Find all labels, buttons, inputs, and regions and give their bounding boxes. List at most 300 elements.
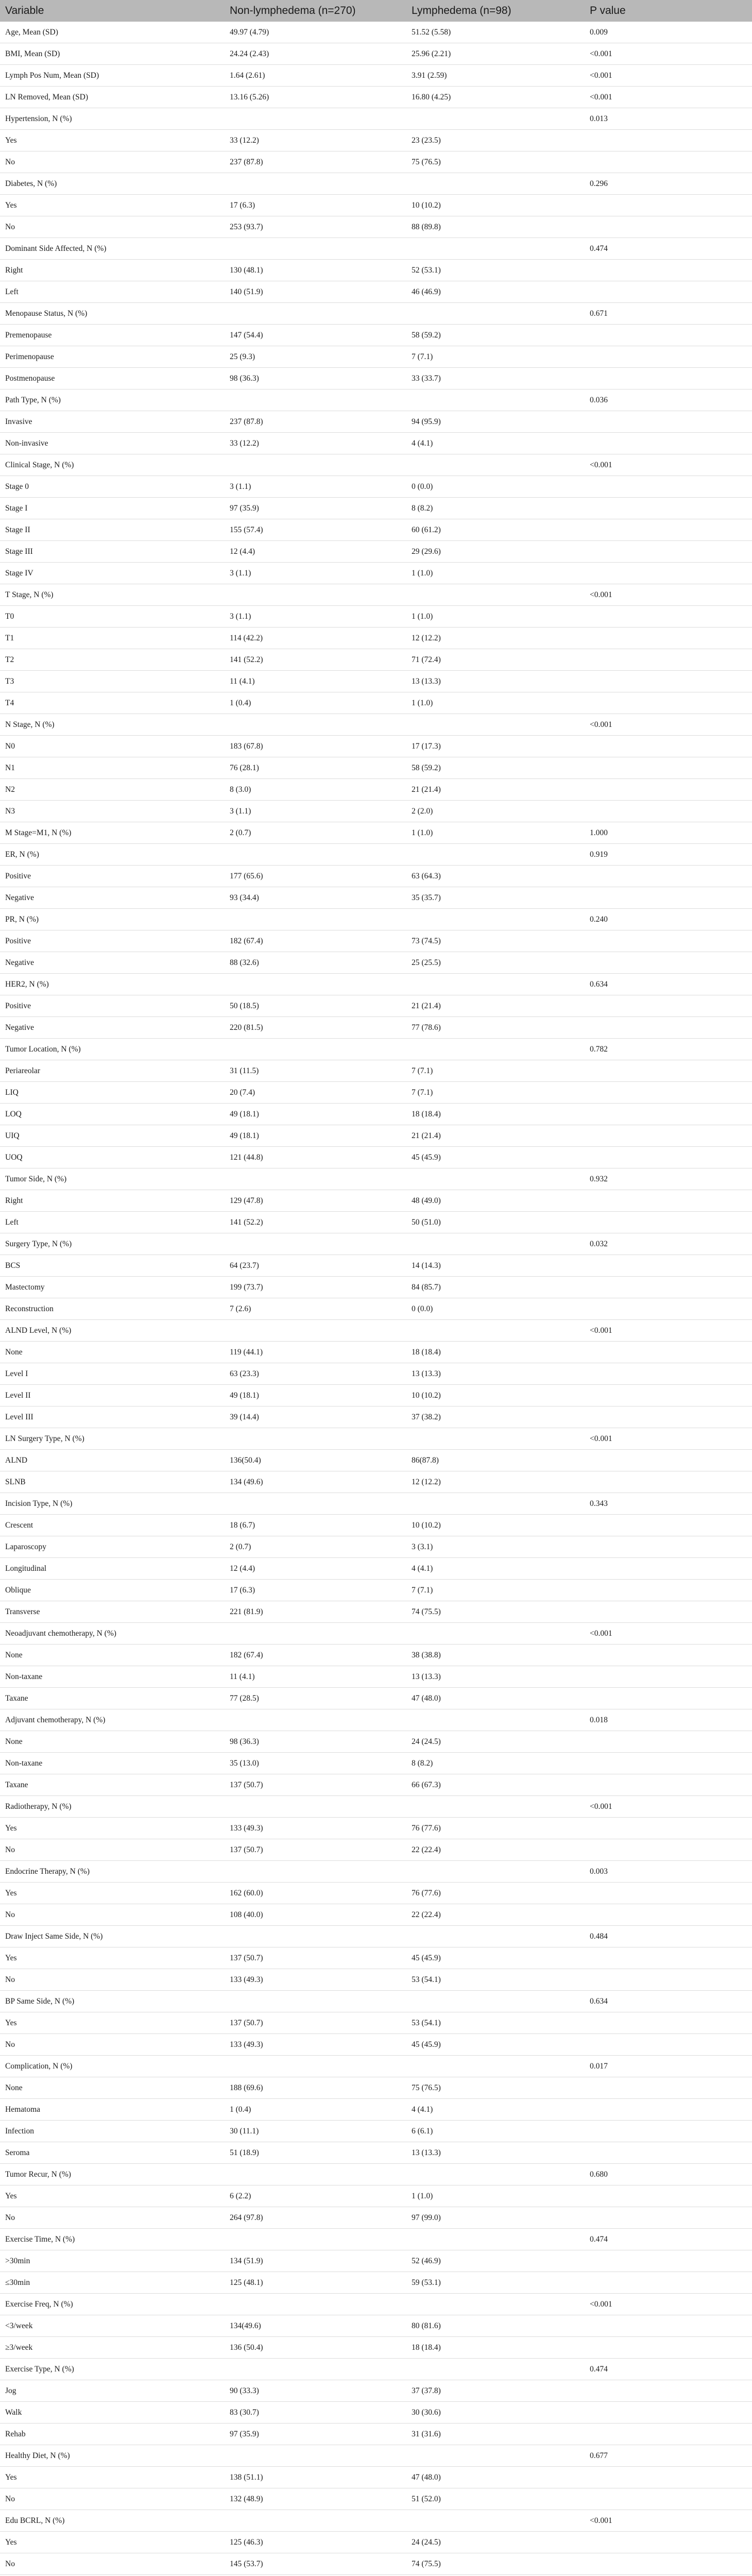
cell-p-value: 0.680 [585, 2164, 752, 2185]
cell-lymphedema [406, 2294, 585, 2315]
header-lymphedema: Lymphedema (n=98) [406, 0, 585, 22]
cell-p-value [585, 260, 752, 281]
cell-variable: SLNB [0, 1471, 225, 1493]
table-row [0, 2229, 752, 2250]
cell-p-value [585, 2488, 752, 2510]
cell-lymphedema: 7 (7.1) [406, 1580, 585, 1601]
table-row [0, 389, 752, 411]
table-row [0, 1255, 752, 1277]
cell-non-lymphedema: 2 (0.7) [225, 1536, 406, 1558]
cell-non-lymphedema: 49.97 (4.79) [225, 22, 406, 43]
cell-variable: BMI, Mean (SD) [0, 43, 225, 65]
cell-p-value [585, 1385, 752, 1406]
cell-p-value [585, 2337, 752, 2359]
cell-non-lymphedema: 1 (0.4) [225, 2099, 406, 2121]
cell-variable: >30min [0, 2250, 225, 2272]
cell-variable: Edu BCRL, N (%) [0, 2510, 225, 2532]
cell-p-value [585, 1147, 752, 1168]
table-row [0, 87, 752, 108]
cell-lymphedema: 45 (45.9) [406, 2034, 585, 2056]
cell-variable: Positive [0, 995, 225, 1017]
cell-p-value [585, 2121, 752, 2142]
table-row [0, 1580, 752, 1601]
cell-p-value [585, 2532, 752, 2553]
cell-non-lymphedema: 125 (48.1) [225, 2272, 406, 2294]
table-row [0, 1125, 752, 1147]
cell-p-value [585, 2380, 752, 2402]
cell-lymphedema: 13 (13.3) [406, 1363, 585, 1385]
cell-lymphedema [406, 238, 585, 260]
cell-lymphedema: 8 (8.2) [406, 1753, 585, 1774]
cell-p-value: 0.018 [585, 1709, 752, 1731]
cell-non-lymphedema: 220 (81.5) [225, 1017, 406, 1039]
cell-lymphedema: 0 (0.0) [406, 476, 585, 498]
cell-lymphedema: 3.91 (2.59) [406, 65, 585, 87]
cell-variable: Neoadjuvant chemotherapy, N (%) [0, 1623, 225, 1645]
cell-lymphedema: 58 (59.2) [406, 325, 585, 346]
cell-variable: Invasive [0, 411, 225, 433]
cell-p-value [585, 1104, 752, 1125]
table-row [0, 1926, 752, 1947]
cell-non-lymphedema: 63 (23.3) [225, 1363, 406, 1385]
cell-variable: Incision Type, N (%) [0, 1493, 225, 1515]
table-row [0, 1493, 752, 1515]
cell-lymphedema: 47 (48.0) [406, 2467, 585, 2488]
table-row [0, 2272, 752, 2294]
cell-lymphedema: 24 (24.5) [406, 1731, 585, 1753]
table-row [0, 909, 752, 930]
cell-p-value: <0.001 [585, 2294, 752, 2315]
table-row [0, 628, 752, 649]
cell-variable: T Stage, N (%) [0, 584, 225, 606]
cell-p-value [585, 2553, 752, 2575]
cell-p-value [585, 671, 752, 692]
table-row [0, 65, 752, 87]
cell-non-lymphedema: 3 (1.1) [225, 606, 406, 628]
cell-p-value [585, 1406, 752, 1428]
cell-lymphedema: 1 (1.0) [406, 606, 585, 628]
cell-variable: None [0, 1645, 225, 1666]
cell-lymphedema: 21 (21.4) [406, 1125, 585, 1147]
table-row [0, 2142, 752, 2164]
cell-variable: Menopause Status, N (%) [0, 303, 225, 325]
cell-p-value: <0.001 [585, 454, 752, 476]
cell-variable: PR, N (%) [0, 909, 225, 930]
cell-p-value [585, 1277, 752, 1298]
table-row [0, 757, 752, 779]
cell-variable: T4 [0, 692, 225, 714]
table-row [0, 1558, 752, 1580]
cell-non-lymphedema: 114 (42.2) [225, 628, 406, 649]
table-row [0, 1406, 752, 1428]
cell-variable: Yes [0, 2012, 225, 2034]
cell-lymphedema: 71 (72.4) [406, 649, 585, 671]
cell-lymphedema: 6 (6.1) [406, 2121, 585, 2142]
cell-p-value [585, 1450, 752, 1471]
cell-variable: N Stage, N (%) [0, 714, 225, 736]
cell-variable: Right [0, 1190, 225, 1212]
cell-variable: Taxane [0, 1688, 225, 1709]
cell-variable: None [0, 1342, 225, 1363]
cell-variable: No [0, 1969, 225, 1991]
cell-variable: Hypertension, N (%) [0, 108, 225, 130]
cell-variable: Perimenopause [0, 346, 225, 368]
cell-non-lymphedema [225, 1233, 406, 1255]
table-row [0, 1688, 752, 1709]
table-row [0, 1774, 752, 1796]
table-row [0, 541, 752, 563]
table-row [0, 1645, 752, 1666]
cell-p-value: 0.009 [585, 22, 752, 43]
cell-non-lymphedema: 1 (0.4) [225, 692, 406, 714]
table-row [0, 1796, 752, 1818]
cell-lymphedema [406, 1709, 585, 1731]
cell-non-lymphedema: 90 (33.3) [225, 2380, 406, 2402]
table-row [0, 606, 752, 628]
table-row [0, 692, 752, 714]
table-row [0, 108, 752, 130]
cell-p-value [585, 411, 752, 433]
cell-variable: Taxane [0, 1774, 225, 1796]
cell-p-value [585, 1688, 752, 1709]
cell-non-lymphedema [225, 389, 406, 411]
cell-non-lymphedema: 49 (18.1) [225, 1385, 406, 1406]
cell-variable: <3/week [0, 2315, 225, 2337]
cell-p-value [585, 1125, 752, 1147]
cell-non-lymphedema: 2 (0.7) [225, 822, 406, 844]
cell-variable: Laparoscopy [0, 1536, 225, 1558]
cell-p-value [585, 1883, 752, 1904]
cell-lymphedema: 7 (7.1) [406, 1060, 585, 1082]
cell-p-value: <0.001 [585, 2510, 752, 2532]
cell-variable: LIQ [0, 1082, 225, 1104]
cell-variable: N1 [0, 757, 225, 779]
cell-lymphedema: 52 (53.1) [406, 260, 585, 281]
table-row [0, 1666, 752, 1688]
cell-lymphedema: 18 (18.4) [406, 1342, 585, 1363]
cell-non-lymphedema: 137 (50.7) [225, 1839, 406, 1861]
cell-variable: Non-taxane [0, 1753, 225, 1774]
cell-p-value [585, 1645, 752, 1666]
cell-p-value [585, 2099, 752, 2121]
cell-variable: Yes [0, 2532, 225, 2553]
table-row [0, 281, 752, 303]
cell-p-value: 0.003 [585, 1861, 752, 1883]
cell-non-lymphedema: 93 (34.4) [225, 887, 406, 909]
cell-p-value [585, 541, 752, 563]
cell-non-lymphedema [225, 1796, 406, 1818]
cell-variable: Lymph Pos Num, Mean (SD) [0, 65, 225, 87]
cell-lymphedema [406, 303, 585, 325]
table-row [0, 1190, 752, 1212]
cell-p-value [585, 628, 752, 649]
cell-p-value: <0.001 [585, 1428, 752, 1450]
cell-variable: Stage IV [0, 563, 225, 584]
cell-variable: Seroma [0, 2142, 225, 2164]
cell-lymphedema: 63 (64.3) [406, 866, 585, 887]
cell-non-lymphedema: 25 (9.3) [225, 346, 406, 368]
table-row [0, 1212, 752, 1233]
table-row [0, 822, 752, 844]
cell-lymphedema: 7 (7.1) [406, 1082, 585, 1104]
cell-p-value [585, 433, 752, 454]
cell-p-value: 0.919 [585, 844, 752, 866]
table-row [0, 151, 752, 173]
table-row [0, 1991, 752, 2012]
cell-lymphedema: 66 (67.3) [406, 1774, 585, 1796]
cell-p-value [585, 130, 752, 151]
table-row [0, 1904, 752, 1926]
cell-p-value [585, 216, 752, 238]
cell-non-lymphedema [225, 909, 406, 930]
cell-lymphedema: 48 (49.0) [406, 1190, 585, 1212]
table-row [0, 2337, 752, 2359]
cell-non-lymphedema: 39 (14.4) [225, 1406, 406, 1428]
table-row [0, 22, 752, 43]
cell-variable: N3 [0, 801, 225, 822]
cell-variable: BP Same Side, N (%) [0, 1991, 225, 2012]
cell-non-lymphedema: 12 (4.4) [225, 1558, 406, 1580]
table-row [0, 1601, 752, 1623]
cell-non-lymphedema: 11 (4.1) [225, 671, 406, 692]
cell-lymphedema: 4 (4.1) [406, 1558, 585, 1580]
cell-non-lymphedema: 125 (46.3) [225, 2532, 406, 2553]
cell-non-lymphedema: 11 (4.1) [225, 1666, 406, 1688]
cell-p-value [585, 325, 752, 346]
table-row [0, 476, 752, 498]
cell-lymphedema [406, 454, 585, 476]
table-row [0, 1709, 752, 1731]
cell-p-value [585, 2272, 752, 2294]
cell-lymphedema: 1 (1.0) [406, 822, 585, 844]
cell-variable: None [0, 1731, 225, 1753]
cell-variable: Draw Inject Same Side, N (%) [0, 1926, 225, 1947]
cell-non-lymphedema [225, 2359, 406, 2380]
cell-lymphedema [406, 1320, 585, 1342]
cell-p-value [585, 151, 752, 173]
cell-variable: Diabetes, N (%) [0, 173, 225, 195]
cell-non-lymphedema: 108 (40.0) [225, 1904, 406, 1926]
header-row [0, 0, 752, 22]
cell-lymphedema: 22 (22.4) [406, 1839, 585, 1861]
cell-p-value: <0.001 [585, 584, 752, 606]
cell-variable: Positive [0, 930, 225, 952]
cell-non-lymphedema: 49 (18.1) [225, 1125, 406, 1147]
table-row [0, 1147, 752, 1168]
cell-p-value: 0.474 [585, 2359, 752, 2380]
cell-p-value [585, 2142, 752, 2164]
cell-variable: Hematoma [0, 2099, 225, 2121]
cell-variable: Tumor Recur, N (%) [0, 2164, 225, 2185]
cell-variable: Postmenopause [0, 368, 225, 389]
cell-lymphedema: 45 (45.9) [406, 1947, 585, 1969]
cell-variable: Clinical Stage, N (%) [0, 454, 225, 476]
cell-variable: No [0, 151, 225, 173]
cell-variable: Yes [0, 130, 225, 151]
table-row [0, 2424, 752, 2445]
header-non-lymphedema: Non-lymphedema (n=270) [225, 0, 406, 22]
cell-variable: N2 [0, 779, 225, 801]
cell-p-value: 1.000 [585, 822, 752, 844]
table-row [0, 195, 752, 216]
cell-p-value [585, 1536, 752, 1558]
cell-non-lymphedema [225, 1320, 406, 1342]
table-row [0, 238, 752, 260]
table-row [0, 995, 752, 1017]
cell-lymphedema: 47 (48.0) [406, 1688, 585, 1709]
table-row [0, 1515, 752, 1536]
cell-p-value [585, 757, 752, 779]
cell-lymphedema: 52 (46.9) [406, 2250, 585, 2272]
cell-p-value [585, 2250, 752, 2272]
cell-p-value [585, 2207, 752, 2229]
cell-variable: UOQ [0, 1147, 225, 1168]
table-row [0, 1060, 752, 1082]
cell-lymphedema: 74 (75.5) [406, 2553, 585, 2575]
table-row [0, 2012, 752, 2034]
cell-lymphedema: 7 (7.1) [406, 346, 585, 368]
table-row [0, 1839, 752, 1861]
table-row [0, 1623, 752, 1645]
cell-p-value [585, 1017, 752, 1039]
cell-p-value [585, 736, 752, 757]
cell-p-value [585, 2012, 752, 2034]
cell-lymphedema: 17 (17.3) [406, 736, 585, 757]
table-row [0, 2207, 752, 2229]
cell-non-lymphedema [225, 1926, 406, 1947]
table-row [0, 952, 752, 974]
table-row [0, 2402, 752, 2424]
cell-non-lymphedema [225, 1428, 406, 1450]
cell-lymphedema [406, 1861, 585, 1883]
cell-p-value: <0.001 [585, 87, 752, 108]
cell-variable: Age, Mean (SD) [0, 22, 225, 43]
cell-lymphedema: 21 (21.4) [406, 995, 585, 1017]
cell-variable: Premenopause [0, 325, 225, 346]
cell-variable: No [0, 2207, 225, 2229]
cell-p-value [585, 952, 752, 974]
table-row [0, 2164, 752, 2185]
table-row [0, 43, 752, 65]
cell-variable: Surgery Type, N (%) [0, 1233, 225, 1255]
cell-lymphedema [406, 1039, 585, 1060]
cell-non-lymphedema: 133 (49.3) [225, 1818, 406, 1839]
cell-lymphedema: 76 (77.6) [406, 1818, 585, 1839]
table-row [0, 779, 752, 801]
cell-p-value [585, 2077, 752, 2099]
cell-variable: LN Surgery Type, N (%) [0, 1428, 225, 1450]
cell-non-lymphedema: 130 (48.1) [225, 260, 406, 281]
cell-lymphedema: 18 (18.4) [406, 2337, 585, 2359]
cell-lymphedema: 53 (54.1) [406, 2012, 585, 2034]
cell-p-value [585, 346, 752, 368]
cell-variable: Left [0, 281, 225, 303]
cell-non-lymphedema [225, 238, 406, 260]
cell-p-value [585, 1753, 752, 1774]
cell-non-lymphedema: 264 (97.8) [225, 2207, 406, 2229]
cell-p-value [585, 2424, 752, 2445]
cell-p-value [585, 1580, 752, 1601]
cell-lymphedema: 86(87.8) [406, 1450, 585, 1471]
cell-lymphedema: 46 (46.9) [406, 281, 585, 303]
cell-p-value [585, 368, 752, 389]
table-row [0, 2185, 752, 2207]
cell-non-lymphedema: 162 (60.0) [225, 1883, 406, 1904]
cell-lymphedema [406, 1168, 585, 1190]
cell-p-value [585, 1471, 752, 1493]
header-variable: Variable [0, 0, 225, 22]
cell-non-lymphedema: 138 (51.1) [225, 2467, 406, 2488]
table-row [0, 1039, 752, 1060]
table-header [0, 0, 752, 22]
cell-variable: ER, N (%) [0, 844, 225, 866]
cell-p-value [585, 1818, 752, 1839]
cell-variable: No [0, 2034, 225, 2056]
cell-non-lymphedema [225, 1493, 406, 1515]
table-row [0, 801, 752, 822]
cell-p-value: 0.296 [585, 173, 752, 195]
cell-lymphedema: 3 (3.1) [406, 1536, 585, 1558]
table-row [0, 1818, 752, 1839]
cell-non-lymphedema: 33 (12.2) [225, 433, 406, 454]
cell-non-lymphedema: 6 (2.2) [225, 2185, 406, 2207]
cell-non-lymphedema [225, 1991, 406, 2012]
cell-non-lymphedema: 134(49.6) [225, 2315, 406, 2337]
cell-p-value [585, 1558, 752, 1580]
cell-non-lymphedema: 132 (48.9) [225, 2488, 406, 2510]
cell-non-lymphedema [225, 2056, 406, 2077]
cell-p-value [585, 1190, 752, 1212]
cell-variable: Walk [0, 2402, 225, 2424]
cell-lymphedema [406, 1991, 585, 2012]
table-row [0, 866, 752, 887]
cell-lymphedema: 53 (54.1) [406, 1969, 585, 1991]
cell-lymphedema: 10 (10.2) [406, 195, 585, 216]
table-row [0, 2380, 752, 2402]
cell-variable: Infection [0, 2121, 225, 2142]
cell-variable: Non-taxane [0, 1666, 225, 1688]
table-row [0, 887, 752, 909]
cell-non-lymphedema: 17 (6.3) [225, 195, 406, 216]
cell-variable: BCS [0, 1255, 225, 1277]
cell-non-lymphedema: 88 (32.6) [225, 952, 406, 974]
cell-p-value: 0.634 [585, 1991, 752, 2012]
cell-lymphedema [406, 389, 585, 411]
table-row [0, 844, 752, 866]
cell-p-value [585, 1363, 752, 1385]
cell-variable: Complication, N (%) [0, 2056, 225, 2077]
cell-non-lymphedema: 137 (50.7) [225, 1774, 406, 1796]
cell-p-value [585, 1731, 752, 1753]
cell-p-value [585, 2315, 752, 2337]
table-row [0, 649, 752, 671]
cell-p-value: <0.001 [585, 1796, 752, 1818]
cell-non-lymphedema [225, 1168, 406, 1190]
cell-variable: No [0, 2553, 225, 2575]
cell-non-lymphedema [225, 1623, 406, 1645]
table-row [0, 2488, 752, 2510]
table-row [0, 519, 752, 541]
cell-lymphedema: 30 (30.6) [406, 2402, 585, 2424]
cell-non-lymphedema: 98 (36.3) [225, 368, 406, 389]
cell-lymphedema: 4 (4.1) [406, 433, 585, 454]
cell-variable: Positive [0, 866, 225, 887]
cell-variable: ALND [0, 1450, 225, 1471]
table-row [0, 1428, 752, 1450]
cell-lymphedema: 10 (10.2) [406, 1515, 585, 1536]
cell-lymphedema: 50 (51.0) [406, 1212, 585, 1233]
cell-lymphedema: 77 (78.6) [406, 1017, 585, 1039]
